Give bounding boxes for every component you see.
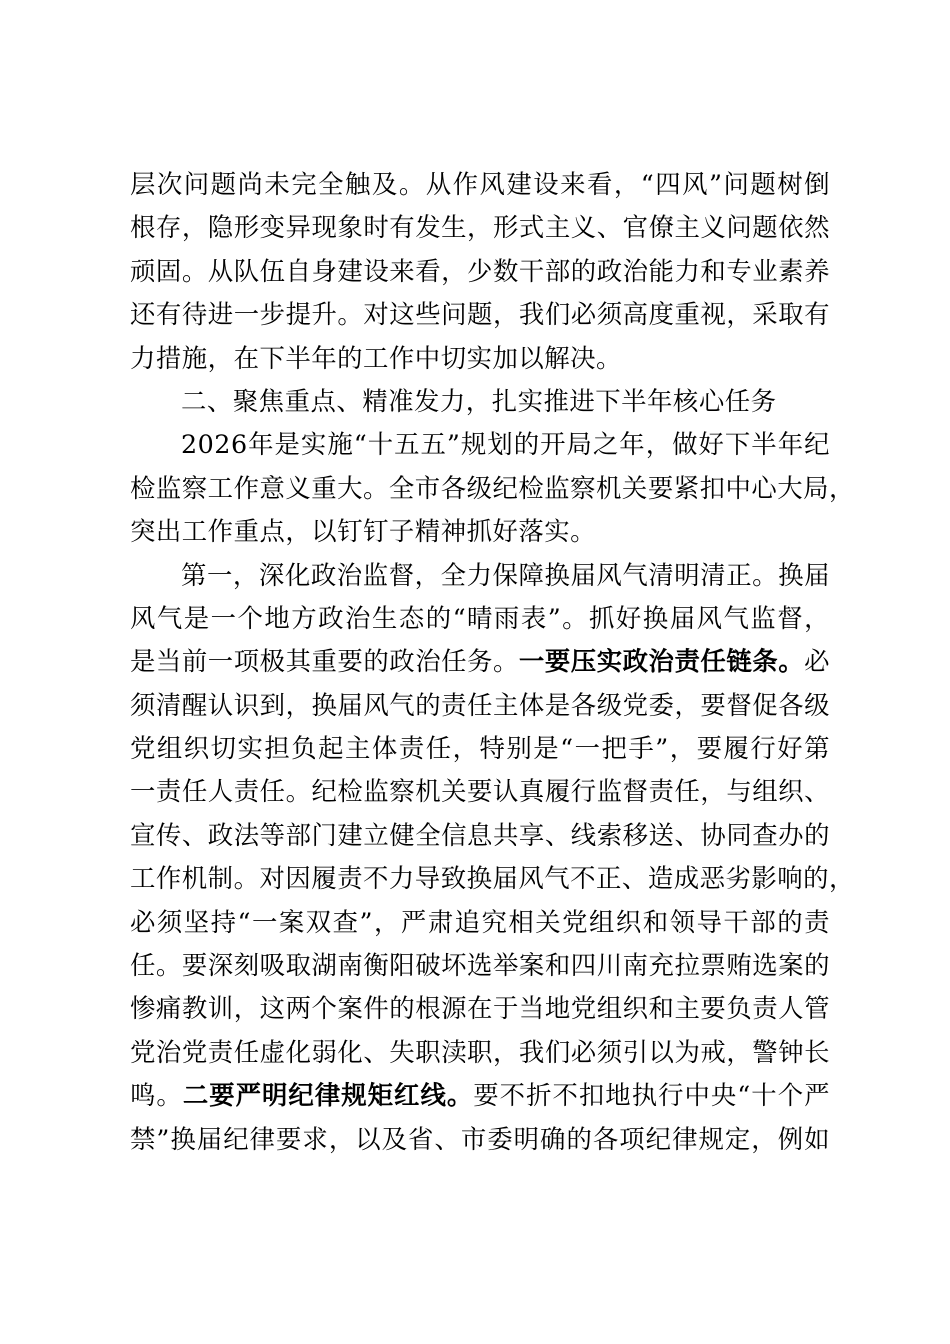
bold-point-heading: 二要严明纪律规矩红线。 — [182, 1080, 474, 1111]
text-line: 力措施，在下半年的工作中切实加以解决。 — [130, 342, 622, 373]
text-line: 突出工作重点，以钉钉子精神抓好落实。 — [130, 516, 597, 547]
text-line — [130, 640, 830, 683]
text-line: 宣传、政法等部门建立健全信息共享、线索移送、协同查办的 — [130, 819, 830, 850]
text-line: 风气是一个地方政治生态的“晴雨表”。抓好换届风气监督， — [130, 602, 830, 633]
text-line: 须清醒认识到，换届风气的责任主体是各级党委，要督促各级 — [130, 689, 830, 720]
document-body — [130, 163, 855, 1161]
text-segment: 要不折不扣地执行中央“十个严 — [473, 1080, 831, 1111]
text-line: 第一，深化政治监督，全力保障换届风气清明清正。换届 — [181, 559, 830, 590]
text-line: 党组织切实担负起主体责任，特别是“一把手”，要履行好第 — [130, 733, 830, 764]
text-line — [130, 1074, 830, 1117]
text-line: 层次问题尚未完全触及。从作风建设来看，“四风”问题树倒 — [130, 169, 830, 199]
bold-point-heading: 一要压实政治责任链条。 — [518, 646, 805, 677]
text-line: 2026年是实施“十五五”规划的开局之年，做好下半年纪 — [181, 429, 830, 460]
text-segment: 是当前一项极其重要的政治任务。 — [130, 646, 519, 677]
text-line: 禁”换届纪律要求，以及省、市委明确的各项纪律规定，例如 — [130, 1123, 830, 1154]
text-line: 根存，隐形变异现象时有发生，形式主义、官僚主义问题依然 — [130, 212, 830, 243]
text-line: 顽固。从队伍自身建设来看，少数干部的政治能力和专业素养 — [130, 255, 830, 286]
text-line: 工作机制。对因履责不力导致换届风气不正、造成恶劣影响的， — [130, 863, 855, 894]
text-line: 必须坚持“一案双查”，严肃追究相关党组织和领导干部的责 — [130, 906, 830, 937]
section-heading: 二、聚焦重点、精准发力，扎实推进下半年核心任务 — [181, 385, 777, 416]
text-segment: 必 — [804, 646, 831, 677]
text-line: 还有待进一步提升。对这些问题，我们必须高度重视，采取有 — [130, 299, 830, 330]
text-line: 检监察工作意义重大。全市各级纪检监察机关要紧扣中心大局， — [130, 472, 855, 503]
text-line: 惨痛教训，这两个案件的根源在于当地党组织和主要负责人管 — [130, 993, 830, 1024]
text-line: 一责任人责任。纪检监察机关要认真履行监督责任，与组织、 — [130, 776, 830, 807]
text-line: 党治党责任虚化弱化、失职渎职，我们必须引以为戒，警钟长 — [130, 1036, 830, 1067]
text-segment: 鸣。 — [130, 1080, 183, 1111]
text-line: 任。要深刻吸取湖南衡阳破坏选举案和四川南充拉票贿选案的 — [130, 950, 830, 981]
